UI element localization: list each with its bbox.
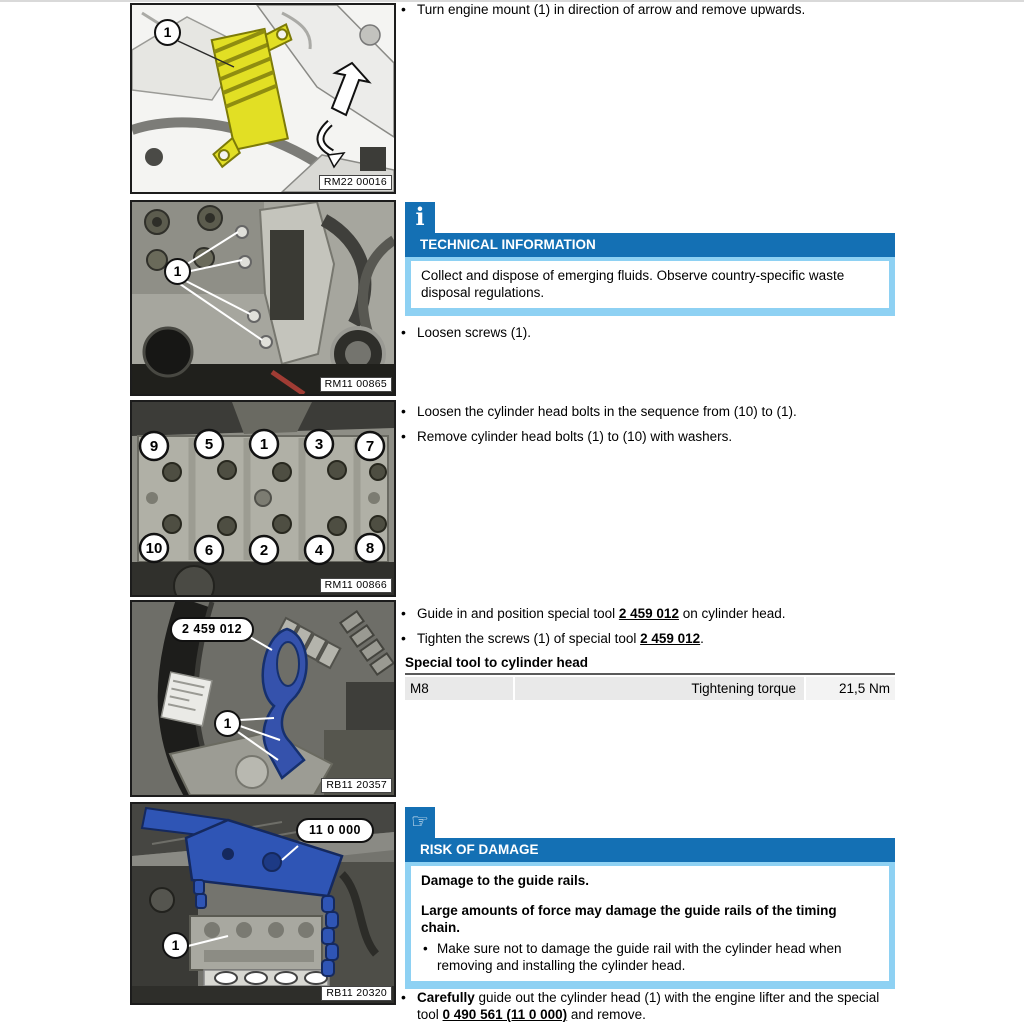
torque-item-cell: M8	[405, 677, 513, 700]
hand-pointing-icon: ☞	[405, 807, 435, 838]
step-text: .	[700, 631, 704, 646]
risk-lead-text: Damage to the guide rails.	[421, 873, 590, 888]
step-text-bold: Carefully	[417, 990, 475, 1005]
torque-spec-cell: Tightening torque	[515, 677, 804, 700]
figure-caption	[320, 578, 392, 593]
figure-loosen-screws	[130, 200, 396, 396]
risk-of-damage-body	[405, 862, 895, 989]
torque-table	[405, 655, 895, 700]
figure-caption	[320, 377, 392, 392]
callout-1	[162, 932, 189, 959]
step-tighten-screws	[401, 630, 1017, 647]
bolt-number: 6	[204, 542, 214, 559]
step-text: guide out the cylinder head (1) with the engine lifter and the special tool	[417, 990, 880, 1022]
bolt-number: 7	[365, 438, 375, 455]
technical-information-header	[405, 233, 895, 257]
callout-1-label: 1	[171, 937, 180, 953]
step-text: Turn engine mount (1) in direction of arrow and remove upwards.	[417, 2, 806, 17]
figure-caption	[321, 778, 392, 793]
cylinder-head-photo	[132, 402, 394, 595]
technical-information-title: TECHNICAL INFORMATION	[420, 237, 596, 252]
figure-caption-text: RM22 00016	[323, 176, 387, 188]
step-text: Tighten the screws (1) of special tool	[417, 631, 641, 646]
torque-table-row	[405, 677, 895, 700]
engine-side-photo	[132, 202, 394, 394]
callout-1-label: 1	[163, 24, 172, 40]
bolt-number: 9	[149, 438, 159, 455]
special-tool-link[interactable]: 2 459 012	[618, 606, 679, 621]
figure-engine-lifter	[130, 802, 396, 1005]
bolt-number: 4	[314, 542, 324, 559]
risk-of-damage-box	[405, 807, 895, 989]
technical-information-body	[405, 257, 895, 316]
special-tool-link[interactable]: 2 459 012	[640, 631, 701, 646]
info-icon: i	[405, 202, 435, 233]
risk-bullet-text: Make sure not to damage the guide rail with the cylinder head when removing and installing the cylinder head.	[437, 941, 842, 973]
step-carefully-guide-out	[401, 989, 895, 1023]
step-loosen-sequence	[401, 403, 1017, 420]
bolt-number: 8	[365, 540, 375, 557]
figure-special-tool	[130, 600, 396, 797]
callout-1-label: 1	[173, 263, 182, 279]
step-turn-engine-mount	[401, 1, 1017, 18]
technical-information-box	[405, 202, 895, 316]
figure-caption-text: RB11 20357	[326, 779, 387, 791]
step-text: Loosen the cylinder head bolts in the sequence from (10) to (1).	[417, 404, 797, 419]
bolt-number: 1	[259, 436, 269, 453]
torque-value-cell: 21,5 Nm	[806, 677, 895, 700]
step-text: Loosen screws (1).	[417, 325, 532, 340]
figure-caption-text: RM11 00865	[324, 378, 387, 390]
step-text: on cylinder head.	[678, 606, 786, 621]
step-text: and remove.	[567, 1007, 646, 1022]
bolt-number: 2	[259, 542, 269, 559]
tool-number-label	[296, 818, 374, 843]
technical-information-text: Collect and dispose of emerging fluids. Observe country-specific waste disposal regulations.	[421, 268, 845, 300]
tool-number-text: 2 459 012	[181, 622, 243, 636]
torque-table-rule	[405, 673, 895, 675]
callout-1	[154, 19, 181, 46]
risk-bullet-item	[421, 940, 879, 974]
step-text: Guide in and position special tool	[417, 606, 619, 621]
step-guide-special-tool	[401, 605, 1017, 622]
callout-1	[214, 710, 241, 737]
figure-caption	[319, 175, 392, 190]
figure-caption-text: RB11 20320	[326, 987, 387, 999]
figure-caption	[321, 986, 392, 1001]
figure-caption-text: RM11 00866	[324, 579, 387, 591]
bolt-number: 10	[145, 540, 163, 557]
torque-table-heading: Special tool to cylinder head	[405, 655, 589, 670]
tool-number-label	[170, 617, 254, 642]
step-loosen-screws	[401, 324, 1017, 341]
bolt-number: 5	[204, 436, 214, 453]
step-remove-bolts	[401, 428, 1017, 445]
risk-emphasis-text: Large amounts of force may damage the guide rails of the timing chain.	[421, 903, 837, 935]
figure-bolt-sequence	[130, 400, 396, 597]
special-tool-link[interactable]: 0 490 561 (11 0 000)	[442, 1007, 568, 1022]
bolt-number: 3	[314, 436, 324, 453]
risk-of-damage-title: RISK OF DAMAGE	[420, 842, 539, 857]
figure-engine-mount	[130, 3, 396, 194]
callout-1	[164, 258, 191, 285]
tool-number-text: 11 0 000	[309, 823, 361, 837]
callout-1-label: 1	[223, 715, 232, 731]
risk-of-damage-header	[405, 838, 895, 862]
step-text: Remove cylinder head bolts (1) to (10) with washers.	[417, 429, 733, 444]
